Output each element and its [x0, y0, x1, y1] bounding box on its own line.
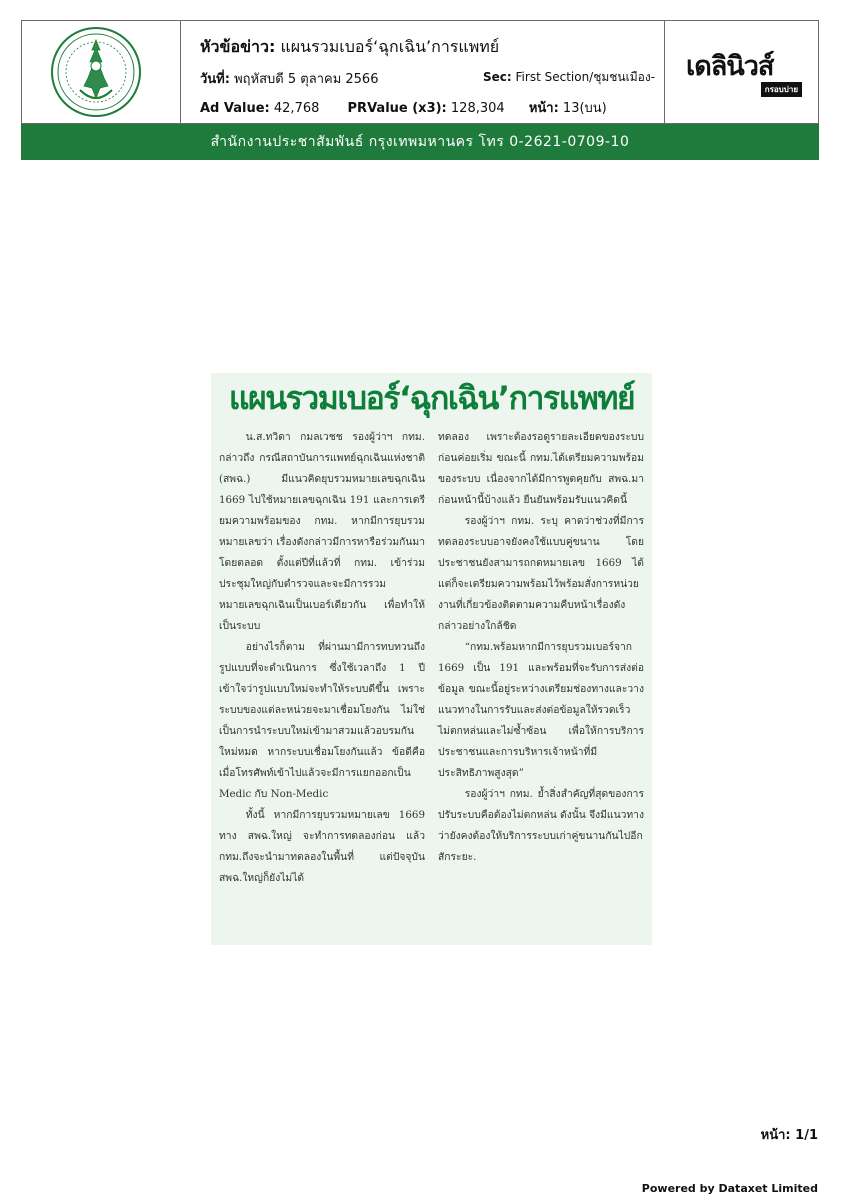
newspaper-name: เดลินิวส์	[686, 51, 774, 82]
paragraph: ทดลอง เพราะต้องรอดูรายละเอียดของระบบก่อนค่อยเริ่ม ขณะนี้ กทม.ได้เตรียมความพร้อมของระบบ เนื่องจากได้มีการพูดคุยกับ สพฉ.มาก่อนหน้านี้บ้างแล้ว ยืนยันพร้อมรับแนวคิดนี้	[438, 431, 644, 506]
sec-label: Sec:	[483, 70, 512, 84]
pr-value: 128,304	[450, 101, 505, 116]
article-title: แผนรวมเบอร์‘ฉุกเฉิน’การแพทย์	[228, 379, 635, 417]
article-column-right	[438, 427, 644, 889]
page-counter: หน้า: 1/1	[760, 1128, 818, 1143]
ad-value-label: Ad Value:	[200, 101, 270, 116]
paragraph: “กทม.พร้อมหากมีการยุบรวมเบอร์จาก 1669 เป็น 191 และพร้อมที่จะรับการส่งต่อข้อมูล ขณะนี้อยู่ระหว่างเตรียมช่องทางและวางแนวทางในการรับและส่งต่อข้อมูลให้รวดเร็ว ไม่ตกหล่นและไม่ซ้ำซ้อน เพื่อให้การบริการประชาชนและการบริหารเจ้าหน้าที่มีประสิทธิภาพสูงสุด”	[438, 641, 644, 779]
powered-by: Powered by Dataxet Limited	[641, 1182, 818, 1195]
newspaper-logo	[686, 51, 806, 94]
paragraph: รองผู้ว่าฯ กทม. ระบุ คาดว่าช่วงที่มีการทดลองระบบอาจยังคงใช้แบบคู่ขนาน โดยประชาชนยังสามารถกดหมายเลข 1669 ได้ แต่ก็จะเตรียมความพร้อมไว้พร้อมสั่งการหน่วยงานที่เกี่ยวข้องติดตามความคืบหน้าเรื่องดังกล่าวอย่างใกล้ชิด	[438, 515, 644, 632]
article-column-left	[219, 427, 425, 889]
headline-label: หัวข้อข่าว:	[200, 37, 276, 56]
paragraph: รองผู้ว่าฯ กทม. ย้ำสิ่งสำคัญที่สุดของการปรับระบบคือต้องไม่ตกหล่น ดังนั้น จึงมีแนวทางว่ายังคงต้องให้บริการระบบเก่าคู่ขนานกันไปอีกสักระยะ.	[438, 788, 644, 863]
article-clipping	[211, 373, 652, 945]
office-bar: สำนักงานประชาสัมพันธ์ กรุงเทพมหานคร โทร 0-2621-0709-10	[21, 124, 819, 160]
pr-value-label: PRValue (x3):	[347, 101, 447, 116]
section: First Section/ชุมชนเมือง-	[515, 70, 656, 84]
date-label: วันที่:	[200, 72, 230, 87]
newspaper-cell	[664, 21, 818, 123]
ad-value: 42,768	[273, 101, 320, 116]
page-label: หน้า:	[528, 101, 559, 116]
paragraph: อย่างไรก็ตาม ที่ผ่านมามีการทบทวนถึงรูปแบบที่จะดำเนินการ ซึ่งใช้เวลาถึง 1 ปี เข้าใจว่ารูปแบบใหม่จะทำให้ระบบดีขึ้น เพราะระบบของแต่ละหน่วยจะมาเชื่อมโยงกัน ไม่ใช่เป็นการนำระบบใหม่เข้ามาสวมแล้วอบรมกันใหม่หมด หากระบบเชื่อมโยงกันแล้ว ข้อดีคือเมื่อโทรศัพท์เข้าไปแล้วจะมีการแยกออกเป็น Medic กับ Non-Medic	[219, 641, 425, 800]
logo-cell	[22, 21, 181, 123]
info-cell	[180, 21, 665, 123]
bma-seal-icon	[50, 26, 142, 118]
paragraph: น.ส.ทวิดา กมลเวชช รองผู้ว่าฯ กทม. กล่าวถึง กรณีสถาบันการแพทย์ฉุกเฉินแห่งชาติ (สพฉ.) มีแนวคิดยุบรวมหมายเลขฉุกเฉิน 1669 ไปใช้หมายเลขฉุกเฉิน 191 และการเตรียมความพร้อมของ กทม. หากมีการยุบรวมหมายเลขว่า เรื่องดังกล่าวมีการหารือร่วมกันมาโดยตลอด ตั้งแต่ปีที่แล้วที่ กทม. เข้าร่วมประชุมใหญ่กับตำรวจและจะมีการรวมหมายเลขฉุกเฉินเป็นเบอร์เดียวกัน เพื่อทำให้เป็นระบบ	[219, 431, 425, 632]
paragraph: ทั้งนี้ หากมีการยุบรวมหมายเลข 1669 ทาง สพฉ.ใหญ่ จะทำการทดลองก่อน แล้ว กทม.ถึงจะนำมาทดลองในพื้นที่ แต่ปัจจุบัน สพฉ.ใหญ่ก็ยังไม่ได้	[219, 809, 425, 884]
page-value: 13(บน)	[562, 101, 607, 116]
clipping-header	[21, 20, 819, 124]
date: พฤหัสบดี 5 ตุลาคม 2566	[234, 72, 379, 87]
newspaper-edition: กรอบบ่าย	[761, 82, 802, 97]
headline: แผนรวมเบอร์‘ฉุกเฉิน’การแพทย์	[280, 37, 500, 56]
